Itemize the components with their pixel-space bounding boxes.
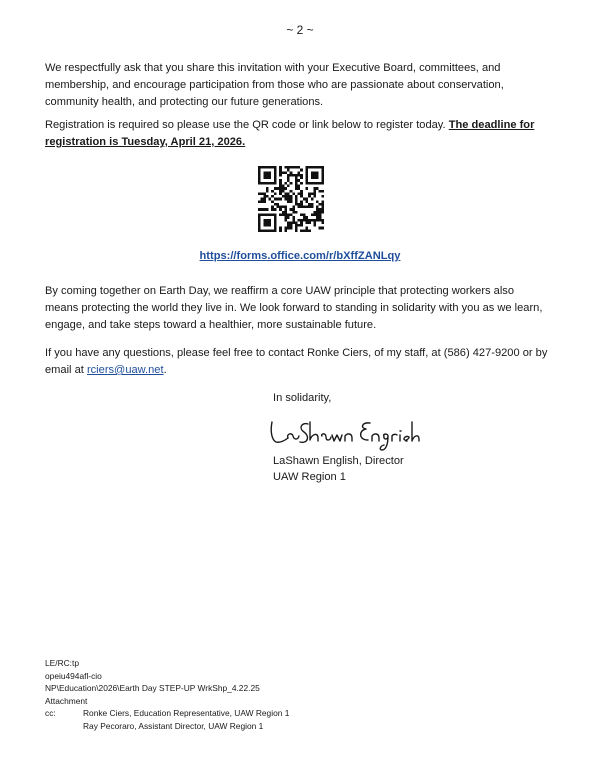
- page-number: ~ 2 ~: [286, 23, 314, 37]
- registration-text: Registration is required so please use the QR code or link below to register today.: [45, 119, 449, 131]
- signer-organization: UAW Region 1: [273, 471, 346, 483]
- paragraph-contact: [45, 345, 550, 379]
- paragraph-earth-day: By coming together on Earth Day, we reaffirm a core UAW principle that protecting workers also means protecting the world they live in. We look forward to standing in solidarity with you as we learn, engage, and take steps toward a healthier, more sustainable future.: [45, 285, 543, 331]
- signoff: In solidarity,: [273, 392, 332, 404]
- contact-text: If you have any questions, please feel free to contact Ronke Ciers, of my staff, at (586) 427-9200 or by email at: [45, 347, 548, 376]
- contact-email-link[interactable]: rciers@uaw.net: [86, 364, 164, 376]
- letter-footer: [45, 657, 289, 732]
- footer-union: opeiu494afl-cio: [45, 670, 102, 681]
- cc-row-1: [45, 707, 289, 720]
- footer-file-path: NP\Education\2026\Earth Day STEP-UP WrkShp_4.22.25: [45, 683, 260, 693]
- deadline-text: The deadline for registration is Tuesday, April 21, 2026.: [45, 119, 535, 148]
- footer-initials: LE/RC:tp: [45, 658, 79, 668]
- cc-recipient-1: Ronke Ciers, Education Representative, UAW Region 1: [83, 708, 290, 718]
- footer-attachment: Attachment: [45, 695, 88, 706]
- paragraph-share-invitation: We respectfully ask that you share this invitation with your Executive Board, committees, and membership, and encourage participation from those who are passionate about conservation, community health, and protecting our future generations.: [45, 62, 504, 108]
- registration-link-row: [0, 250, 600, 262]
- paragraph-registration: [45, 117, 550, 151]
- registration-qr-code[interactable]: [258, 166, 324, 232]
- contact-end: .: [163, 364, 167, 376]
- cc-label: cc:: [45, 708, 56, 718]
- signer-block: [273, 453, 404, 485]
- registration-link[interactable]: https://forms.office.com/r/bXffZANLqy: [199, 250, 401, 262]
- handwritten-signature: [266, 414, 422, 454]
- cc-row-2: [45, 720, 289, 733]
- cc-recipient-2: Ray Pecoraro, Assistant Director, UAW Region 1: [83, 720, 264, 731]
- signer-name-title: LaShawn English, Director: [273, 455, 404, 467]
